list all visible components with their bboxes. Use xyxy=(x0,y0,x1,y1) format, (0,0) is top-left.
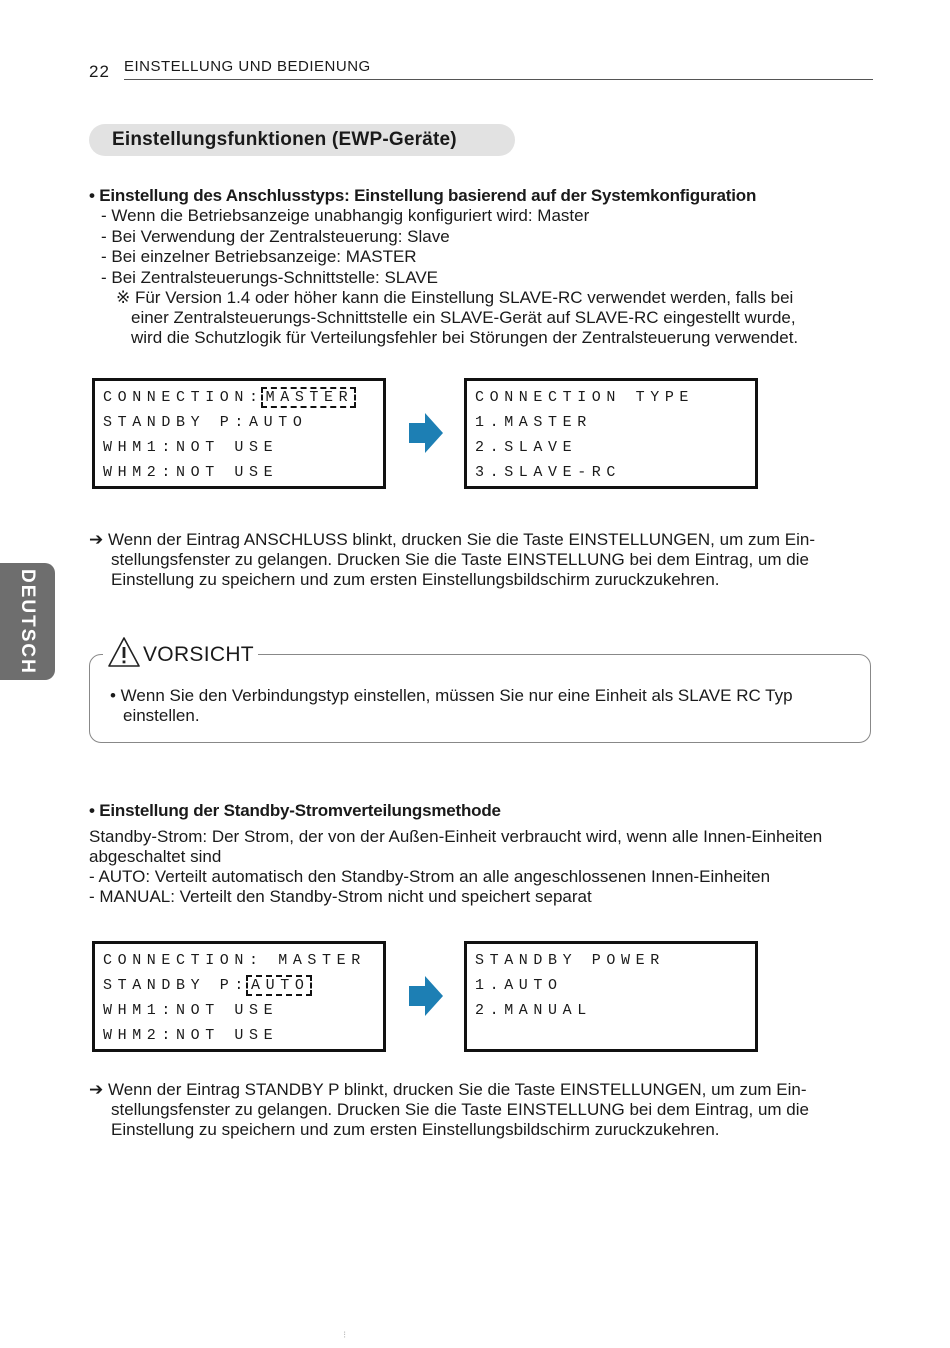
lcd-row: 3.SLAVE-RC xyxy=(475,464,622,481)
instruction-line: ➔ Wenn der Eintrag ANSCHLUSS blinkt, drucken Sie die Taste EINSTELLUNGEN, um zum Ein- xyxy=(89,530,816,549)
section-title-pill xyxy=(89,124,515,156)
lcd-row: STANDBY P:AUTO xyxy=(103,414,308,431)
lcd-row: CONNECTION TYPE xyxy=(475,389,695,406)
lcd-display-connection-menu xyxy=(92,378,386,489)
lcd-row: STANDBY POWER xyxy=(475,952,665,969)
lcd-row: WHM2:NOT USE xyxy=(103,464,279,481)
right-arrow-icon xyxy=(409,976,443,1016)
lcd-highlighted-value: AUTO xyxy=(246,975,312,996)
warning-triangle-icon xyxy=(107,636,141,668)
header-rule xyxy=(124,79,873,80)
instruction-line: ➔ Wenn der Eintrag STANDBY P blinkt, drucken Sie die Taste EINSTELLUNGEN, um zum Ein- xyxy=(89,1080,807,1099)
instruction-line: Einstellung zu speichern und zum ersten Einstellungsbildschirm zuruckzukehren. xyxy=(111,570,720,589)
lcd-row xyxy=(103,389,356,406)
footer-mark: ⁝ xyxy=(343,1330,347,1341)
page-number: 22 xyxy=(89,62,110,81)
lcd-highlighted-value: MASTER xyxy=(261,387,357,408)
instruction-line: stellungsfenster zu gelangen. Drucken Sie die Taste EINSTELLUNG bei dem Eintrag, um die xyxy=(111,550,809,569)
instruction-line: Einstellung zu speichern und zum ersten Einstellungsbildschirm zuruckzukehren. xyxy=(111,1120,720,1139)
connection-heading: • Einstellung des Anschlusstyps: Einstellung basierend auf der Systemkonfiguration xyxy=(89,186,757,205)
lcd-row: WHM1:NOT USE xyxy=(103,439,279,456)
connection-item: - Wenn die Betriebsanzeige unabhangig konfiguriert wird: Master xyxy=(101,206,590,225)
standby-text-line: Standby-Strom: Der Strom, der von der Außen-Einheit verbraucht wird, wenn alle Innen-Einheiten xyxy=(89,827,823,846)
lcd-row: 2.SLAVE xyxy=(475,439,578,456)
language-tab-label: DEUTSCH xyxy=(17,569,38,675)
standby-text-line: - AUTO: Verteilt automatisch den Standby-Strom an alle angeschlossenen Innen-Einheiten xyxy=(89,867,771,886)
lcd-row-label: CONNECTION: xyxy=(103,389,264,406)
caution-text-line: einstellen. xyxy=(123,706,200,725)
lcd-display-standby-menu xyxy=(92,941,386,1052)
right-arrow-icon xyxy=(409,413,443,453)
connection-item: - Bei einzelner Betriebsanzeige: MASTER xyxy=(101,247,417,266)
language-tab xyxy=(0,563,55,680)
lcd-row: WHM1:NOT USE xyxy=(103,1002,279,1019)
standby-text-line: abgeschaltet sind xyxy=(89,847,222,866)
chapter-title: EINSTELLUNG UND BEDIENUNG xyxy=(124,58,371,75)
connection-item: - Bei Verwendung der Zentralsteuerung: Slave xyxy=(101,227,450,246)
lcd-row-label: STANDBY P: xyxy=(103,977,250,994)
lcd-row xyxy=(103,977,312,994)
standby-text-line: - MANUAL: Verteilt den Standby-Strom nicht und speichert separat xyxy=(89,887,592,906)
section-title: Einstellungsfunktionen (EWP-Geräte) xyxy=(112,129,457,150)
lcd-row: 1.AUTO xyxy=(475,977,563,994)
lcd-row: CONNECTION: MASTER xyxy=(103,952,366,969)
caution-text-line: • Wenn Sie den Verbindungstyp einstellen, müssen Sie nur eine Einheit als SLAVE RC Typ xyxy=(110,686,793,705)
instruction-line: stellungsfenster zu gelangen. Drucken Sie die Taste EINSTELLUNG bei dem Eintrag, um die xyxy=(111,1100,809,1119)
lcd-display-connection-type xyxy=(464,378,758,489)
lcd-display-standby-power xyxy=(464,941,758,1052)
lcd-row: 1.MASTER xyxy=(475,414,592,431)
connection-item: - Bei Zentralsteuerungs-Schnittstelle: SLAVE xyxy=(101,268,439,287)
lcd-row: WHM2:NOT USE xyxy=(103,1027,279,1044)
caution-label xyxy=(103,636,258,672)
lcd-row: 2.MANUAL xyxy=(475,1002,592,1019)
standby-heading: • Einstellung der Standby-Stromverteilungsmethode xyxy=(89,801,501,820)
version-note-line: wird die Schutzlogik für Verteilungsfehler bei Störungen der Zentralsteuerung verwendet. xyxy=(131,328,799,347)
version-note-line: einer Zentralsteuerungs-Schnittstelle ein SLAVE-Gerät auf SLAVE-RC eingestellt wurde, xyxy=(131,308,796,327)
caution-title: VORSICHT xyxy=(143,643,254,666)
version-note-line: ※ Für Version 1.4 oder höher kann die Einstellung SLAVE-RC verwendet werden, falls bei xyxy=(116,288,794,307)
